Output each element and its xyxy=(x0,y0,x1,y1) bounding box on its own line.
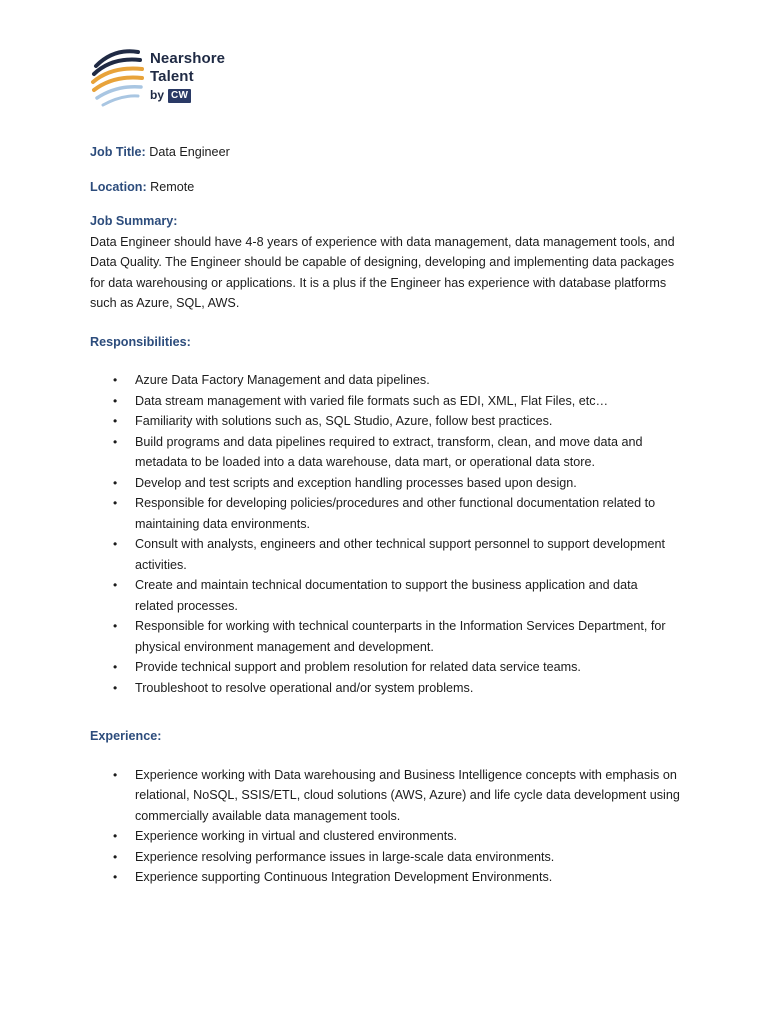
bullet-icon: • xyxy=(113,870,118,884)
logo-mark-icon xyxy=(90,44,146,108)
job-title-label: Job Title: xyxy=(90,145,146,159)
job-description xyxy=(90,142,682,888)
list-item-text: physical environment management and development. xyxy=(135,639,434,654)
list-item-text: Responsible for working with technical counterparts in the Information Services Department, for xyxy=(135,619,666,633)
list-item xyxy=(90,493,682,534)
location-line xyxy=(90,177,682,198)
job-summary-text xyxy=(90,232,682,314)
logo-badge: CW xyxy=(168,89,191,103)
bullet-icon: • xyxy=(113,619,118,633)
list-item-text: Experience resolving performance issues in large-scale data environments. xyxy=(135,849,555,864)
experience-heading: Experience: xyxy=(90,729,162,743)
list-item xyxy=(90,657,682,678)
bullet-icon: • xyxy=(113,414,118,428)
summary-line: such as Azure, SQL, AWS. xyxy=(90,296,240,310)
experience-list xyxy=(90,765,682,888)
bullet-icon: • xyxy=(113,680,118,695)
logo-wordmark xyxy=(150,50,225,103)
bullet-icon: • xyxy=(113,578,118,592)
list-item-text: relational, NoSQL, SSIS/ETL, cloud solutions (AWS, Azure) and life cycle data development using xyxy=(135,788,680,802)
list-item xyxy=(90,432,682,473)
list-item xyxy=(90,678,682,699)
list-item-text: Data stream management with varied file formats such as EDI, XML, Flat Files, etc… xyxy=(135,393,609,408)
responsibilities-heading: Responsibilities: xyxy=(90,334,191,349)
bullet-icon: • xyxy=(113,434,118,449)
list-item xyxy=(90,867,682,888)
list-item-text: Responsible for developing policies/procedures and other functional documentation related to xyxy=(135,496,656,510)
bullet-icon: • xyxy=(113,393,118,408)
bullet-icon: • xyxy=(113,496,118,510)
list-item xyxy=(90,370,682,391)
list-item-text: commercially available data management tools. xyxy=(135,808,401,823)
logo-line-talent: Talent xyxy=(150,68,194,85)
bullet-icon: • xyxy=(113,767,118,782)
list-item xyxy=(90,391,682,412)
list-item xyxy=(90,411,682,432)
list-item-text: Troubleshoot to resolve operational and/or system problems. xyxy=(135,680,474,695)
list-item-text: Provide technical support and problem resolution for related data service teams. xyxy=(135,660,581,674)
job-title-line xyxy=(90,142,682,163)
bullet-icon: • xyxy=(113,537,118,551)
bullet-icon: • xyxy=(113,849,118,864)
company-logo xyxy=(90,44,250,108)
list-item xyxy=(90,616,682,657)
job-summary-heading: Job Summary: xyxy=(90,214,178,228)
bullet-icon: • xyxy=(113,475,118,490)
summary-line: for data warehousing or applications. It is a plus if the Engineer has experience with database platforms xyxy=(90,275,667,290)
list-item-text: activities. xyxy=(135,557,187,572)
location-value: Remote xyxy=(146,179,195,194)
list-item-text: Build programs and data pipelines required to extract, transform, clean, and move data and xyxy=(135,434,643,449)
list-item xyxy=(90,534,682,575)
responsibilities-list xyxy=(90,370,682,698)
logo-by-text: by xyxy=(150,88,165,102)
list-item-text: metadata to be loaded into a data warehouse, data mart, or operational data store. xyxy=(135,455,595,469)
logo-by-row xyxy=(150,88,225,103)
list-item-text: related processes. xyxy=(135,598,238,613)
job-title-value: Data Engineer xyxy=(145,145,230,159)
bullet-icon: • xyxy=(113,829,118,843)
list-item xyxy=(90,826,682,847)
list-item-text: Consult with analysts, engineers and other technical support personnel to support development xyxy=(135,537,665,551)
list-item-text: Create and maintain technical documentation to support the business application and data xyxy=(135,578,638,592)
list-item-text: Experience working with Data warehousing and Business Intelligence concepts with emphasis on xyxy=(135,767,677,782)
logo-line-nearshore: Nearshore xyxy=(150,50,226,67)
list-item-text: Azure Data Factory Management and data pipelines. xyxy=(135,373,430,387)
summary-line: Data Quality. The Engineer should be capable of designing, developing and implementing data packages xyxy=(90,255,675,269)
list-item-text: Develop and test scripts and exception handling processes based upon design. xyxy=(135,475,577,490)
summary-line: Data Engineer should have 4-8 years of experience with data management, data management tools, and xyxy=(90,234,675,249)
list-item-text: Familiarity with solutions such as, SQL Studio, Azure, follow best practices. xyxy=(135,414,553,428)
list-item-text: Experience supporting Continuous Integration Development Environments. xyxy=(135,870,553,884)
list-item xyxy=(90,473,682,494)
list-item xyxy=(90,575,682,616)
list-item xyxy=(90,765,682,827)
list-item xyxy=(90,847,682,868)
bullet-icon: • xyxy=(113,373,118,387)
list-item-text: maintaining data environments. xyxy=(135,516,311,531)
bullet-icon: • xyxy=(113,660,118,674)
location-label: Location: xyxy=(90,179,147,194)
list-item-text: Experience working in virtual and clustered environments. xyxy=(135,829,458,843)
